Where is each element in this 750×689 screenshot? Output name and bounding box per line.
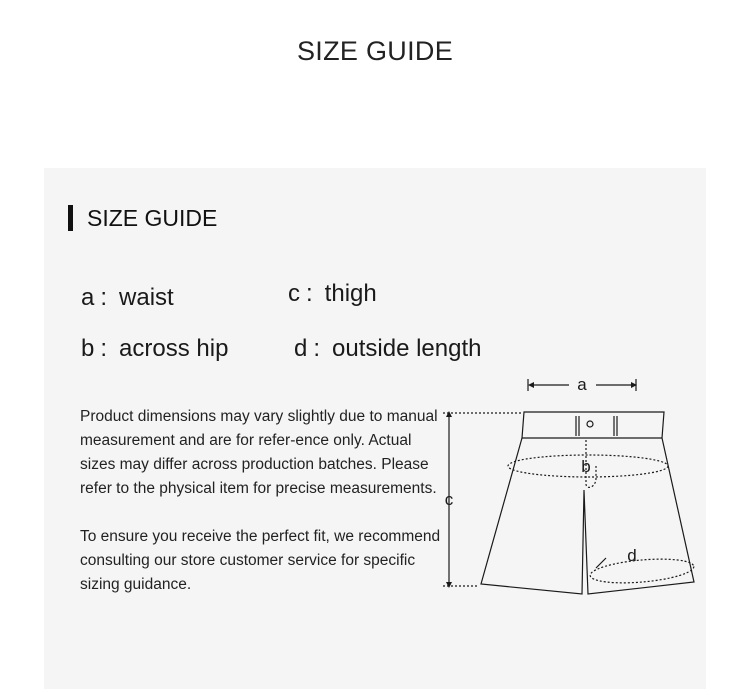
label-a: a [577, 375, 587, 394]
legend-separator: : [306, 280, 313, 307]
legend-separator: : [313, 335, 321, 362]
legend-separator: : [100, 335, 108, 362]
legend-key: c [288, 280, 300, 307]
label-c: c [444, 490, 454, 509]
note-paragraph-disclaimer: Product dimensions may vary slightly due to manual measurement and are for refer-ence only. Actual sizes may differ across production batches. Please refer to the physical item for precise measurements. [80, 408, 438, 497]
label-b: b [581, 457, 591, 476]
legend-key: d [294, 335, 308, 362]
legend-item-outside-length [294, 335, 481, 363]
legend-separator: : [100, 284, 108, 311]
legend-key: a [81, 284, 95, 311]
legend-label: thigh [324, 280, 377, 307]
legend-item-thigh [288, 280, 377, 308]
section-title: SIZE GUIDE [87, 204, 218, 231]
section-header [68, 204, 217, 232]
shorts-outline-icon [436, 368, 706, 608]
legend-key: b [81, 335, 95, 362]
thigh-guide [589, 556, 695, 587]
legend-label: waist [119, 284, 174, 311]
section-accent-bar [68, 205, 73, 231]
note-paragraph-service: To ensure you receive the perfect fit, we recommend consulting our store customer service for specific sizing guidance. [80, 528, 441, 593]
legend-label: across hip [119, 335, 229, 362]
button-icon [587, 421, 593, 427]
measurement-notes [80, 405, 450, 621]
legend-item-across-hip [81, 335, 228, 363]
page-title: SIZE GUIDE [296, 36, 454, 66]
shorts-measurement-diagram [436, 368, 706, 608]
legend-label: outside length [332, 335, 482, 362]
size-guide-panel [44, 168, 706, 689]
legend-item-waist [81, 284, 174, 312]
label-d: d [627, 546, 637, 565]
